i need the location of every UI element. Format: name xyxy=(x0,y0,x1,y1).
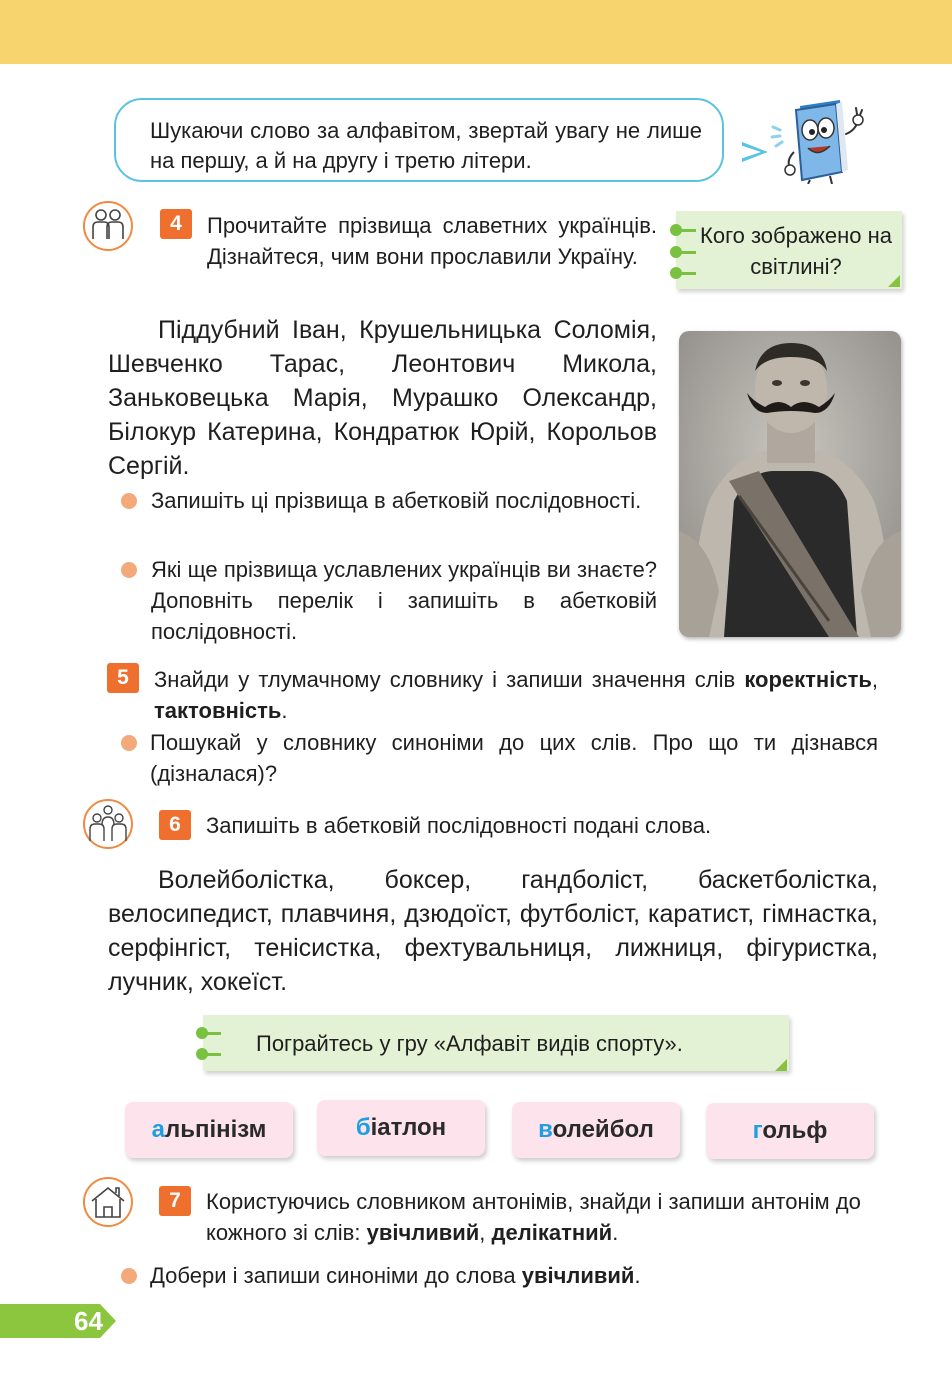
page-number: 64 xyxy=(74,1306,103,1336)
word-delikatnyi: делікатний xyxy=(491,1220,613,1245)
word-taktovnist: тактовність xyxy=(154,698,282,723)
pair-work-icon xyxy=(83,201,133,251)
bullet xyxy=(121,493,137,509)
book-mascot-icon xyxy=(770,100,878,184)
exercise-6-words: Волейболістка, боксер, гандболіст, баскетболістка, велосипедист, плавчиня, дзюдоїст, футболіст, каратист, гімнастка, серфінгіст, тенісистка, фехтувальниця, лижниця, фігуристка, лучник, хокеїст. xyxy=(108,866,878,996)
portrait-photo xyxy=(679,331,901,637)
top-color-band xyxy=(0,0,952,64)
exercise-4-names: Піддубний Іван, Крушельницька Соломія, Шевченко Тарас, Леонтович Микола, Заньковецька Марія, Мурашко Олександр, Білокур Катерина, Кондратюк Юрій, Корольов Сергій. xyxy=(108,316,657,480)
sport-card-alpinism: альпінізм xyxy=(125,1102,293,1158)
exercise-6-task: Запишіть в абетковій послідовності подані слова. xyxy=(206,813,712,838)
photo-question-text: Кого зображено на світлині? xyxy=(700,223,892,279)
game-text: Пограйтесь у гру «Алфавіт видів спорту». xyxy=(256,1031,683,1056)
bullet xyxy=(121,562,137,578)
sport-card-biathlon: біатлон xyxy=(317,1100,485,1156)
exercise-4-number: 4 xyxy=(160,209,192,239)
exercise-5-task: Знайди у тлумачному словнику і запиши значення слів коректність, тактовність. xyxy=(154,667,878,723)
word-uvichlyvyi: увічливий xyxy=(366,1220,480,1245)
exercise-4-bullet-1: Запишіть ці прізвища в абетковій послідовності. xyxy=(151,488,642,513)
home-task-icon xyxy=(83,1177,133,1227)
sport-card-volleyball: волейбол xyxy=(512,1102,680,1158)
exercise-7-task: Користуючись словником антонімів, знайди і запиши антонім до кожного зі слів: увічливий, делікатний. xyxy=(206,1189,861,1245)
exercise-7-number: 7 xyxy=(159,1186,191,1216)
tip-bubble xyxy=(114,98,724,182)
sport-card-golf: гольф xyxy=(706,1103,874,1159)
word-korektnist: коректність xyxy=(744,667,872,692)
bullet xyxy=(121,1268,137,1284)
exercise-4-bullet-2: Які ще прізвища уславлених українців ви знаєте? Доповніть перелік і запишіть в абетковій послідовності. xyxy=(151,557,657,644)
exercise-6-number: 6 xyxy=(159,810,191,840)
exercise-4-task: Прочитайте прізвища славетних українців. Дізнайтеся, чим вони прославили Україну. xyxy=(207,213,657,269)
exercise-5-number: 5 xyxy=(107,663,139,693)
exercise-7-bullet: Добери і запиши синоніми до слова увічливий. xyxy=(150,1263,641,1288)
tip-text: Шукаючи слово за алфавітом, звертай увагу не лише на першу, а й на другу і третю літери. xyxy=(150,118,702,173)
bullet xyxy=(121,735,137,751)
exercise-5-bullet: Пошукай у словнику синоніми до цих слів. Про що ти дізнався (дізналася)? xyxy=(150,730,878,786)
group-work-icon xyxy=(83,799,133,849)
